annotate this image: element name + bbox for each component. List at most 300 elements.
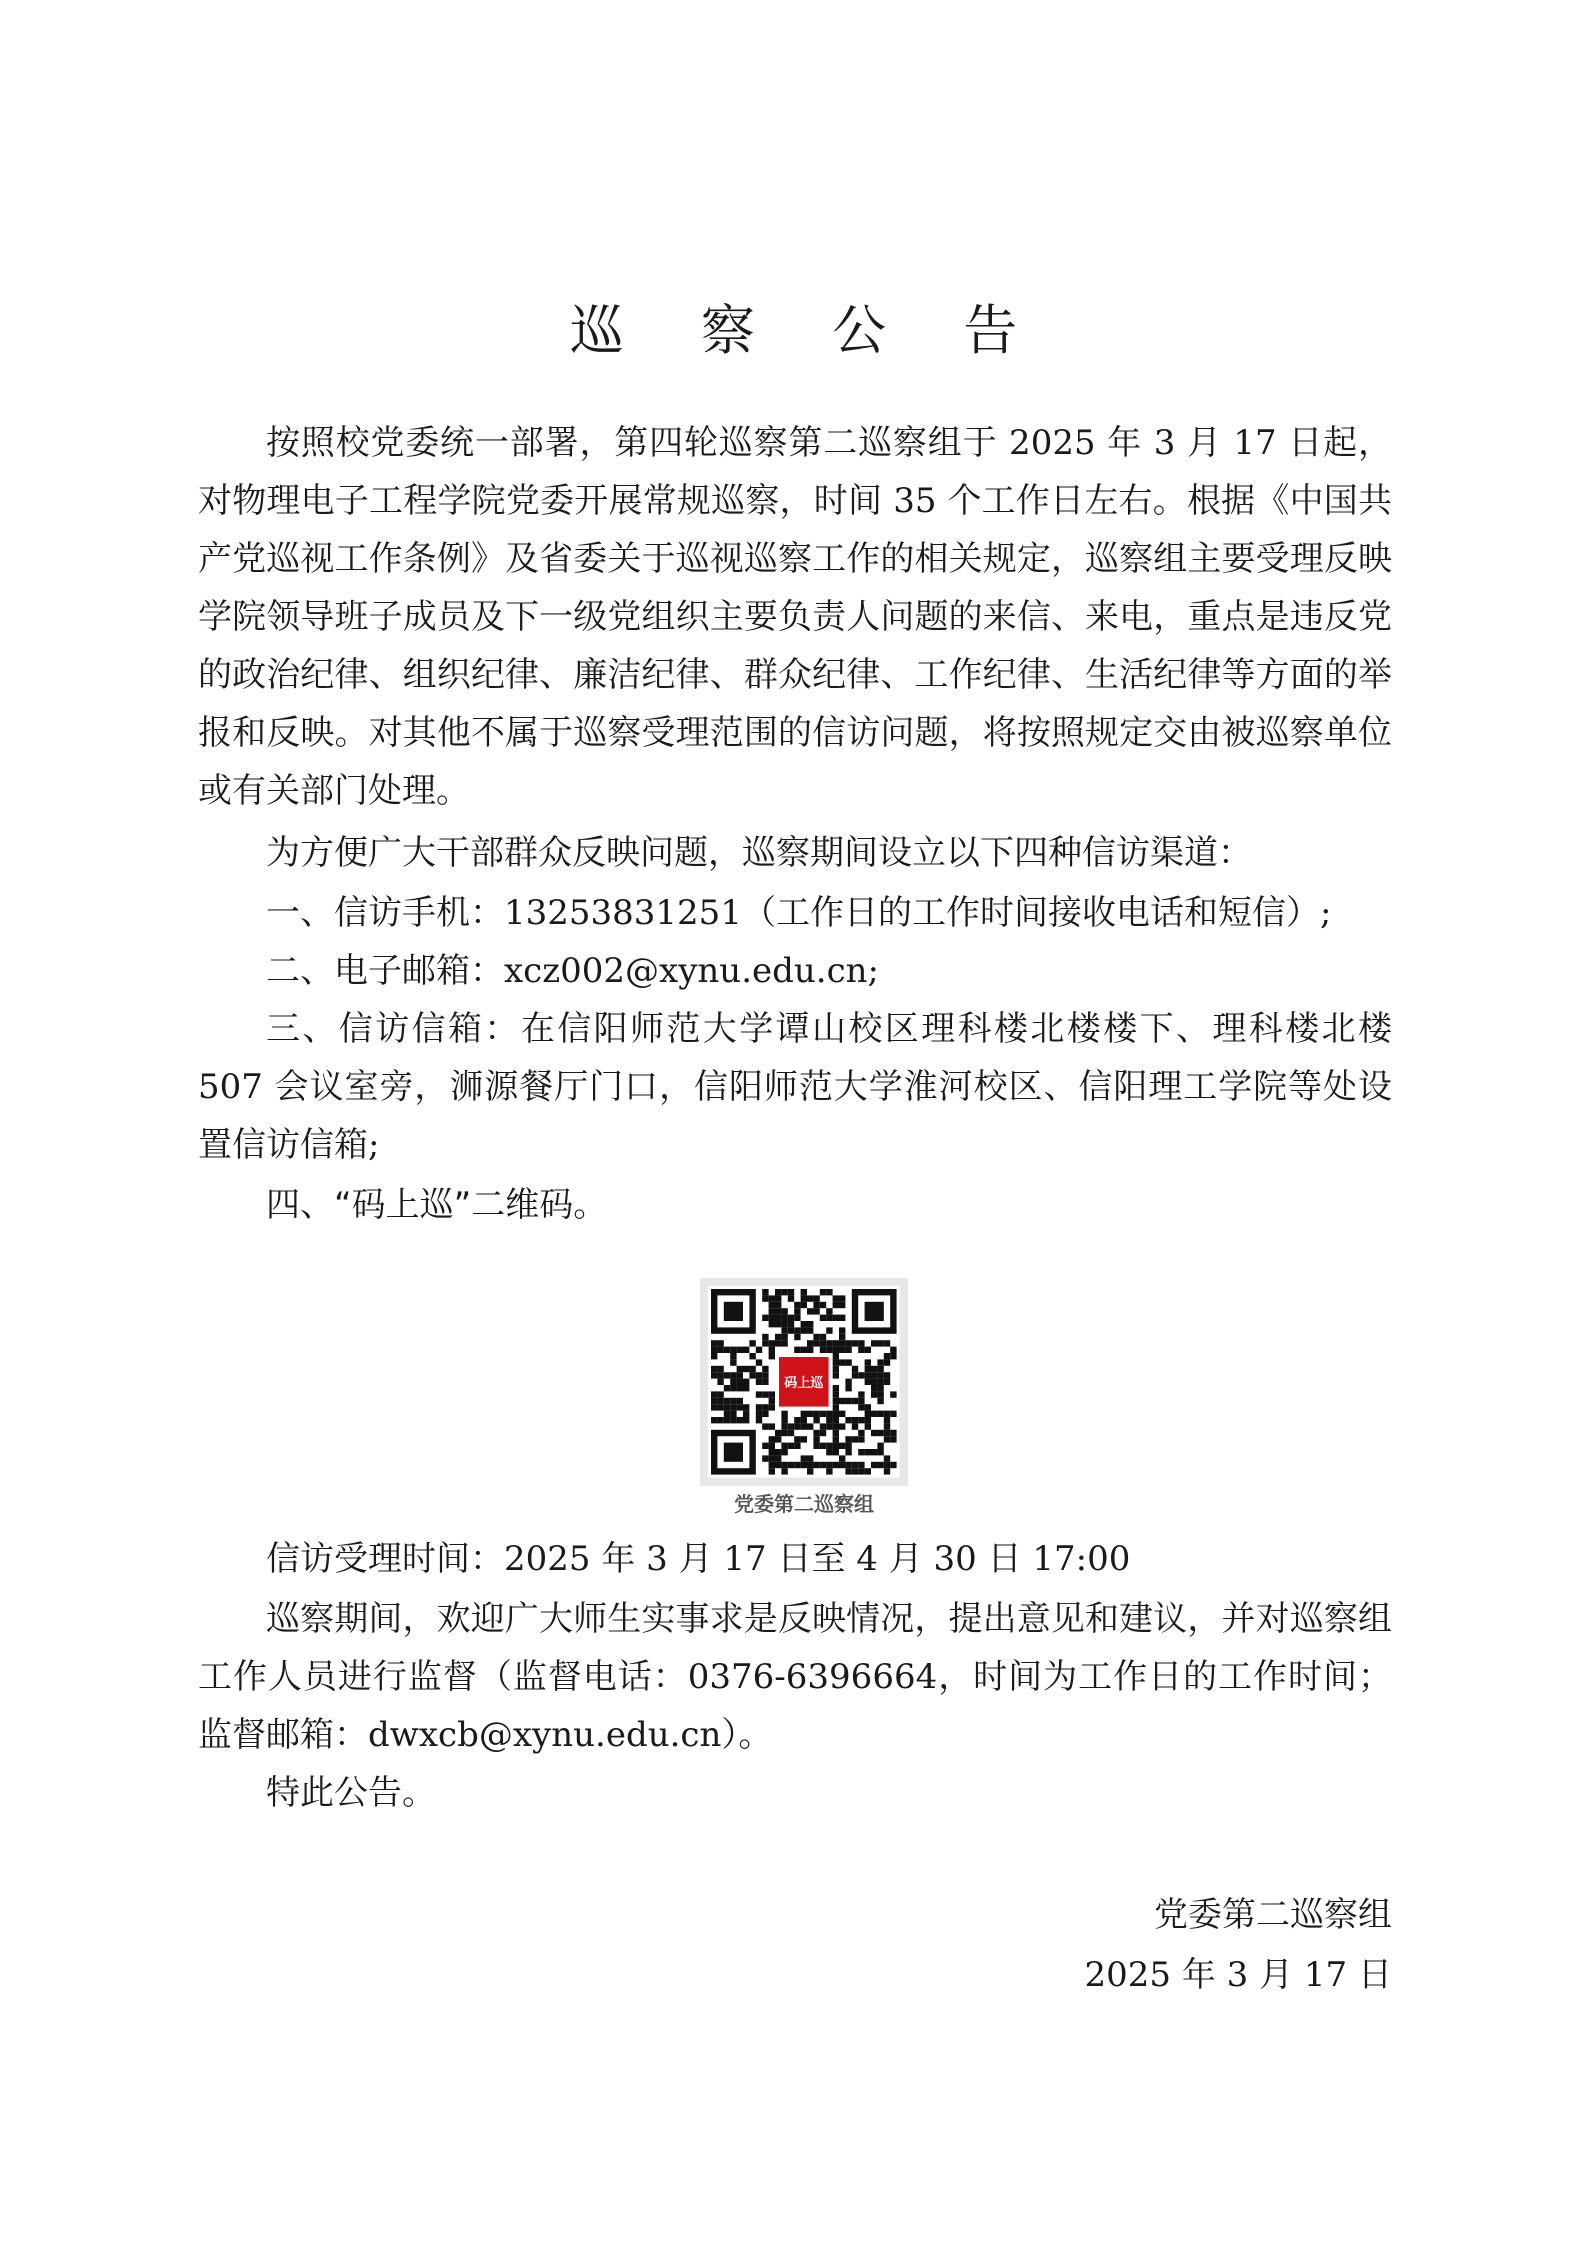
qr-module xyxy=(743,1404,749,1410)
qr-module xyxy=(769,1423,775,1429)
qr-module xyxy=(884,1372,890,1378)
qr-module xyxy=(781,1443,787,1449)
qr-module xyxy=(820,1302,826,1308)
qr-module xyxy=(865,1379,871,1385)
qr-module xyxy=(743,1347,749,1353)
qr-module xyxy=(762,1411,768,1417)
qr-module xyxy=(877,1462,883,1468)
qr-module xyxy=(884,1436,890,1442)
qr-module xyxy=(807,1327,813,1333)
qr-module xyxy=(877,1391,883,1397)
qr-module xyxy=(884,1468,890,1474)
qr-module xyxy=(781,1468,787,1474)
qr-module xyxy=(865,1449,871,1455)
page-title: 巡 察 公 告 xyxy=(569,299,1048,362)
qr-module xyxy=(711,1372,717,1378)
qr-module xyxy=(781,1321,787,1327)
qr-module xyxy=(788,1423,794,1429)
qr-module xyxy=(833,1411,839,1417)
qr-module xyxy=(813,1302,819,1308)
qr-module xyxy=(826,1327,832,1333)
qr-module xyxy=(794,1308,800,1314)
qr-module xyxy=(762,1423,768,1429)
qr-module xyxy=(852,1372,858,1378)
qr-module xyxy=(788,1443,794,1449)
qr-module xyxy=(775,1308,781,1314)
qr-module xyxy=(756,1379,762,1385)
qr-module xyxy=(858,1417,864,1423)
qr-module xyxy=(807,1462,813,1468)
qr-module xyxy=(788,1430,794,1436)
qr-module xyxy=(762,1366,768,1372)
qr-module xyxy=(877,1411,883,1417)
qr-module xyxy=(865,1468,871,1474)
qr-module xyxy=(801,1347,807,1353)
channel-mailbox xyxy=(198,1000,1392,1174)
qr-module xyxy=(833,1404,839,1410)
qr-module xyxy=(788,1321,794,1327)
qr-module xyxy=(833,1398,839,1404)
qr-module xyxy=(884,1411,890,1417)
qr-module xyxy=(730,1398,736,1404)
qr-module xyxy=(877,1379,883,1385)
qr-module xyxy=(884,1340,890,1346)
qr-module xyxy=(730,1353,736,1359)
qr-module xyxy=(724,1417,730,1423)
qr-module xyxy=(820,1289,826,1295)
qr-module xyxy=(801,1302,807,1308)
qr-module xyxy=(845,1359,851,1365)
qr-module xyxy=(833,1315,839,1321)
qr-module xyxy=(801,1417,807,1423)
qr-module xyxy=(717,1398,723,1404)
qr-module xyxy=(711,1398,717,1404)
qr-module xyxy=(769,1321,775,1327)
qr-module xyxy=(762,1455,768,1461)
qr-module xyxy=(781,1289,787,1295)
qr-module xyxy=(737,1347,743,1353)
channel-qrcode xyxy=(198,1176,1392,1234)
qr-module xyxy=(737,1417,743,1423)
qr-module xyxy=(801,1411,807,1417)
qr-module xyxy=(833,1347,839,1353)
qr-module xyxy=(820,1334,826,1340)
qr-module xyxy=(781,1417,787,1423)
qr-module xyxy=(737,1404,743,1410)
qr-module xyxy=(769,1398,775,1404)
qr-module xyxy=(717,1417,723,1423)
qr-module xyxy=(769,1347,775,1353)
qr-module xyxy=(865,1372,871,1378)
qr-module xyxy=(788,1327,794,1333)
qr-module xyxy=(756,1347,762,1353)
qr-module xyxy=(781,1411,787,1417)
qr-module xyxy=(884,1359,890,1365)
qr-module xyxy=(858,1449,864,1455)
qr-module xyxy=(852,1462,858,1468)
channel-email-value: xcz002@xynu.edu.cn; xyxy=(504,951,879,991)
qr-module xyxy=(762,1391,768,1397)
qr-module xyxy=(730,1372,736,1378)
qr-module xyxy=(858,1468,864,1474)
qr-module xyxy=(865,1404,871,1410)
qr-module xyxy=(877,1372,883,1378)
qr-module xyxy=(730,1347,736,1353)
qr-module xyxy=(794,1423,800,1429)
qr-module xyxy=(775,1321,781,1327)
supervision-paragraph: 巡察期间，欢迎广大师生实事求是反映情况，提出意见和建议，并对巡察组工作人员进行监督（监督电话：0376-6396664，时间为工作日的工作时间；监督邮箱：dwxcb@xynu.edu.cn）。 xyxy=(198,1599,1392,1755)
qr-module xyxy=(871,1385,877,1391)
qr-module xyxy=(769,1462,775,1468)
qr-module xyxy=(730,1404,736,1410)
qr-module xyxy=(813,1308,819,1314)
qr-module xyxy=(833,1295,839,1301)
channel-qrcode-label: 四、“码上巡”二维码。 xyxy=(266,1185,608,1225)
qr-module xyxy=(813,1436,819,1442)
qr-module xyxy=(762,1372,768,1378)
qr-module xyxy=(839,1455,845,1461)
qr-module xyxy=(839,1327,845,1333)
qr-module xyxy=(890,1436,896,1442)
qr-module xyxy=(845,1385,851,1391)
qr-module xyxy=(877,1449,883,1455)
qr-module xyxy=(724,1398,730,1404)
qr-module xyxy=(801,1455,807,1461)
qr-module xyxy=(807,1468,813,1474)
qr-module xyxy=(813,1462,819,1468)
qr-module xyxy=(769,1436,775,1442)
qr-module xyxy=(833,1302,839,1308)
qr-module xyxy=(865,1366,871,1372)
qr-module xyxy=(826,1315,832,1321)
qr-module xyxy=(717,1347,723,1353)
qr-module xyxy=(769,1449,775,1455)
channel-phone xyxy=(198,884,1392,942)
channel-mailbox-value: 在信阳师范大学谭山校区理科楼北楼楼下、理科楼北楼 507 会议室旁，浉源餐厅门口，信阳师范大学淮河校区、信阳理工学院等处设置信访信箱; xyxy=(198,1009,1393,1165)
qr-module xyxy=(769,1455,775,1461)
signature-org: 党委第二巡察组 xyxy=(1154,1895,1392,1935)
qr-module xyxy=(839,1334,845,1340)
qr-module xyxy=(801,1423,807,1429)
qr-module xyxy=(865,1423,871,1429)
qr-module xyxy=(737,1372,743,1378)
qr-module xyxy=(839,1411,845,1417)
qr-module xyxy=(865,1411,871,1417)
qr-module xyxy=(826,1308,832,1314)
qr-module xyxy=(826,1468,832,1474)
qr-module xyxy=(762,1379,768,1385)
qr-module xyxy=(717,1366,723,1372)
qr-module xyxy=(717,1372,723,1378)
qr-module xyxy=(756,1417,762,1423)
qr-module xyxy=(884,1455,890,1461)
qr-caption: 党委第二巡察组 xyxy=(734,1492,874,1516)
qr-module xyxy=(788,1289,794,1295)
qr-module xyxy=(801,1321,807,1327)
qr-module xyxy=(839,1398,845,1404)
qr-module xyxy=(826,1449,832,1455)
qr-finder-inner xyxy=(865,1302,884,1321)
qr-module xyxy=(724,1411,730,1417)
qr-module xyxy=(775,1455,781,1461)
qr-module xyxy=(730,1379,736,1385)
qr-module xyxy=(845,1347,851,1353)
qr-module xyxy=(807,1423,813,1429)
qr-module xyxy=(762,1295,768,1301)
qr-module xyxy=(756,1391,762,1397)
qr-module xyxy=(711,1353,717,1359)
qr-module xyxy=(769,1353,775,1359)
qr-module xyxy=(769,1308,775,1314)
qr-module xyxy=(807,1308,813,1314)
qr-module xyxy=(858,1347,864,1353)
qr-module xyxy=(858,1436,864,1442)
qr-module xyxy=(839,1359,845,1365)
qr-module xyxy=(781,1340,787,1346)
qr-code-graphic xyxy=(700,1278,908,1486)
qr-module xyxy=(724,1385,730,1391)
qr-module xyxy=(845,1379,851,1385)
qr-module xyxy=(813,1411,819,1417)
qr-module xyxy=(845,1462,851,1468)
qr-module xyxy=(858,1372,864,1378)
qr-module xyxy=(871,1449,877,1455)
qr-module xyxy=(884,1423,890,1429)
qr-module xyxy=(858,1340,864,1346)
qr-module xyxy=(839,1423,845,1429)
qr-module xyxy=(858,1398,864,1404)
qr-module xyxy=(852,1417,858,1423)
qr-module xyxy=(749,1353,755,1359)
qr-module xyxy=(890,1347,896,1353)
qr-module xyxy=(781,1327,787,1333)
qr-module xyxy=(794,1315,800,1321)
qr-module xyxy=(833,1449,839,1455)
qr-module xyxy=(794,1417,800,1423)
qr-module xyxy=(794,1327,800,1333)
qr-module xyxy=(737,1366,743,1372)
qr-module xyxy=(890,1353,896,1359)
qr-module xyxy=(820,1443,826,1449)
signature-date: 2025 年 3 月 17 日 xyxy=(1084,1955,1392,1995)
qr-module xyxy=(749,1340,755,1346)
announcement-paragraph: 按照校党委统一部署，第四轮巡察第二巡察组于 2025 年 3 月 17 日起，对物理电子工程学院党委开展常规巡察，时间 35 个工作日左右。根据《中国共产党巡视工作条例》及省委关于巡视巡察工作的相关规定，巡察组主要受理反映学院领导班子成员及下一级党组织主要负责人问题的来信、来电，重点是违反党的政治纪律、组织纪律、廉洁纪律、群众纪律、工作纪律、生活纪律等方面的举报和反映。对其他不属于巡察受理范围的信访问题，将按照规定交由被巡察单位或有关部门处理。 xyxy=(198,423,1392,811)
qr-module xyxy=(877,1366,883,1372)
qr-badge-text: 码上巡 xyxy=(784,1375,824,1391)
qr-module xyxy=(711,1340,717,1346)
qr-module xyxy=(833,1417,839,1423)
qr-module xyxy=(711,1366,717,1372)
qr-module xyxy=(724,1372,730,1378)
qr-module xyxy=(877,1359,883,1365)
qr-module xyxy=(775,1462,781,1468)
qr-module xyxy=(833,1430,839,1436)
qr-module xyxy=(749,1366,755,1372)
qr-module xyxy=(826,1462,832,1468)
qr-module xyxy=(711,1391,717,1397)
qr-module xyxy=(852,1436,858,1442)
qr-module xyxy=(724,1404,730,1410)
qr-module xyxy=(762,1289,768,1295)
qr-module xyxy=(852,1423,858,1429)
qr-module xyxy=(826,1340,832,1346)
qr-module xyxy=(775,1295,781,1301)
qr-module xyxy=(717,1379,723,1385)
qr-module xyxy=(839,1295,845,1301)
closing-line: 特此公告。 xyxy=(266,1773,436,1813)
qr-module xyxy=(775,1334,781,1340)
qr-module xyxy=(762,1404,768,1410)
qr-module xyxy=(839,1443,845,1449)
qr-module xyxy=(884,1430,890,1436)
channel-mailbox-label: 三、信访信箱： xyxy=(266,1009,521,1049)
qr-module xyxy=(839,1347,845,1353)
qr-module xyxy=(820,1315,826,1321)
qr-module xyxy=(807,1347,813,1353)
qr-module xyxy=(749,1372,755,1378)
channels-intro: 为方便广大干部群众反映问题，巡察期间设立以下四种信访渠道： xyxy=(266,833,1252,873)
qr-module xyxy=(820,1423,826,1429)
qr-module xyxy=(877,1385,883,1391)
qr-module xyxy=(730,1411,736,1417)
channel-email xyxy=(198,942,1392,1000)
qr-module xyxy=(775,1315,781,1321)
qr-module xyxy=(813,1295,819,1301)
qr-module xyxy=(775,1340,781,1346)
qr-module xyxy=(833,1366,839,1372)
qr-module xyxy=(845,1417,851,1423)
qr-module xyxy=(762,1315,768,1321)
qr-module xyxy=(890,1411,896,1417)
qr-module xyxy=(826,1289,832,1295)
qr-module xyxy=(794,1302,800,1308)
channel-phone-value: 13253831251（工作日的工作时间接收电话和短信）; xyxy=(504,893,1332,933)
qr-module xyxy=(769,1443,775,1449)
qr-module xyxy=(845,1468,851,1474)
qr-finder-inner xyxy=(724,1302,743,1321)
qr-module xyxy=(871,1411,877,1417)
qr-finder-inner xyxy=(724,1443,743,1462)
qr-module xyxy=(781,1334,787,1340)
qr-module xyxy=(756,1372,762,1378)
qr-module xyxy=(871,1430,877,1436)
qr-module xyxy=(711,1417,717,1423)
qr-module xyxy=(852,1398,858,1404)
qr-module xyxy=(788,1295,794,1301)
qr-module xyxy=(794,1443,800,1449)
qr-module xyxy=(865,1347,871,1353)
qr-module xyxy=(884,1353,890,1359)
qr-module xyxy=(807,1411,813,1417)
qr-module xyxy=(769,1404,775,1410)
qr-module xyxy=(737,1379,743,1385)
qr-code[interactable] xyxy=(700,1278,908,1486)
qr-module xyxy=(858,1430,864,1436)
qr-module xyxy=(871,1372,877,1378)
qr-module xyxy=(794,1334,800,1340)
qr-module xyxy=(813,1334,819,1340)
qr-module xyxy=(871,1462,877,1468)
qr-module xyxy=(833,1436,839,1442)
qr-module xyxy=(807,1295,813,1301)
qr-module xyxy=(833,1423,839,1429)
qr-module xyxy=(820,1347,826,1353)
qr-module xyxy=(775,1449,781,1455)
qr-module xyxy=(756,1411,762,1417)
qr-module xyxy=(813,1443,819,1449)
qr-module xyxy=(826,1443,832,1449)
qr-module xyxy=(845,1398,851,1404)
qr-module xyxy=(794,1462,800,1468)
qr-module xyxy=(813,1340,819,1346)
qr-module xyxy=(781,1315,787,1321)
qr-module xyxy=(833,1353,839,1359)
qr-module xyxy=(717,1340,723,1346)
qr-module xyxy=(839,1462,845,1468)
qr-module xyxy=(730,1359,736,1365)
qr-module xyxy=(730,1385,736,1391)
qr-module xyxy=(871,1366,877,1372)
qr-module xyxy=(801,1289,807,1295)
qr-module xyxy=(826,1423,832,1429)
qr-module xyxy=(826,1347,832,1353)
qr-module xyxy=(781,1423,787,1429)
qr-module xyxy=(762,1340,768,1346)
qr-module xyxy=(717,1391,723,1397)
qr-module xyxy=(858,1391,864,1397)
qr-module xyxy=(877,1430,883,1436)
qr-module xyxy=(756,1359,762,1365)
qr-module xyxy=(890,1391,896,1397)
qr-module xyxy=(769,1302,775,1308)
qr-module xyxy=(845,1340,851,1346)
qr-module xyxy=(884,1462,890,1468)
qr-module xyxy=(794,1436,800,1442)
qr-module xyxy=(756,1404,762,1410)
qr-module xyxy=(737,1398,743,1404)
qr-module xyxy=(845,1436,851,1442)
qr-module xyxy=(737,1385,743,1391)
qr-module xyxy=(839,1302,845,1308)
qr-module xyxy=(890,1462,896,1468)
qr-module xyxy=(839,1315,845,1321)
qr-module xyxy=(865,1359,871,1365)
qr-module xyxy=(769,1295,775,1301)
qr-module xyxy=(762,1443,768,1449)
qr-module xyxy=(801,1327,807,1333)
qr-module xyxy=(877,1340,883,1346)
qr-module xyxy=(788,1462,794,1468)
qr-module xyxy=(813,1417,819,1423)
qr-module xyxy=(833,1359,839,1365)
qr-module xyxy=(858,1462,864,1468)
qr-module xyxy=(865,1417,871,1423)
channel-email-label: 二、电子邮箱： xyxy=(266,951,504,991)
qr-module xyxy=(852,1468,858,1474)
qr-module xyxy=(820,1340,826,1346)
qr-module xyxy=(801,1462,807,1468)
qr-module xyxy=(833,1391,839,1397)
qr-module xyxy=(801,1436,807,1442)
qr-module xyxy=(871,1340,877,1346)
qr-module xyxy=(743,1411,749,1417)
qr-module xyxy=(833,1462,839,1468)
qr-module xyxy=(769,1391,775,1397)
qr-module xyxy=(781,1462,787,1468)
qr-module xyxy=(852,1340,858,1346)
qr-module xyxy=(826,1411,832,1417)
qr-module xyxy=(871,1391,877,1397)
